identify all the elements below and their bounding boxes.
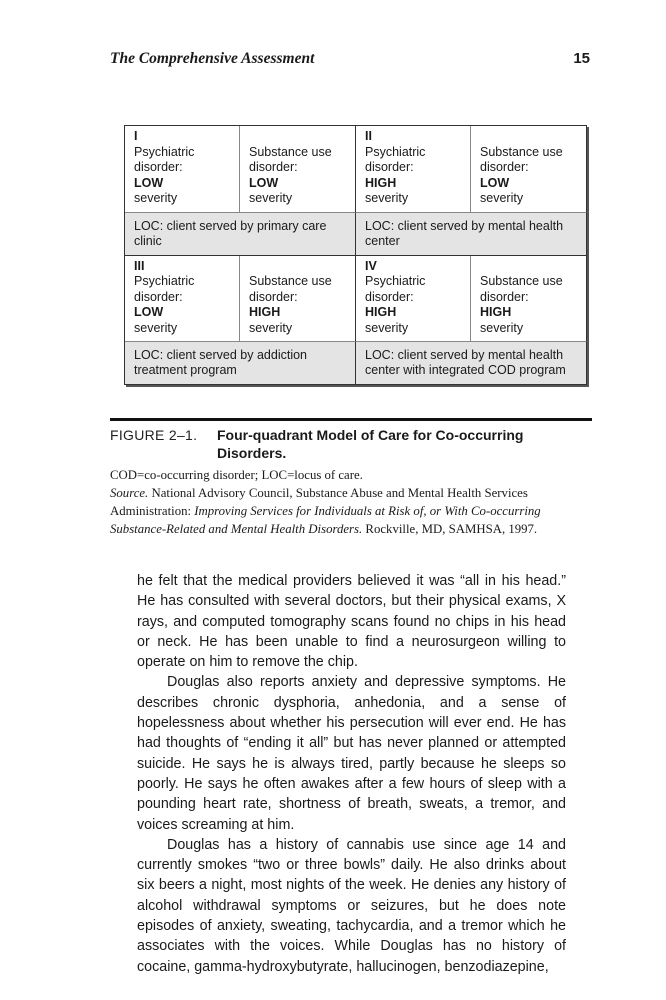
- severity-level: LOW: [134, 305, 164, 319]
- quadrant-1-substance-cell: [240, 126, 355, 212]
- loc-row-top: [125, 212, 587, 256]
- quadrant-row-bottom: [125, 256, 587, 342]
- cell-line: disorder:: [480, 289, 529, 304]
- severity-level: LOW: [249, 175, 279, 190]
- severity-level: LOW: [134, 175, 164, 190]
- cell-line: Substance use: [480, 274, 563, 288]
- source-label: Source.: [110, 486, 149, 500]
- severity-level: LOW: [480, 175, 510, 190]
- cell-line: severity: [134, 191, 178, 205]
- body-paragraph: he felt that the medical providers believed it was “all in his head.” He has consulted with several doctors, but their physical exams, X rays, and computed tomography scans found no chips in his head or neck. He has been unable to find a neurosurgeon willing to operate on him to remove the chip.: [137, 573, 566, 671]
- cell-line: Substance use: [249, 274, 332, 288]
- quadrant-3-psychiatric-cell: [125, 256, 240, 342]
- page-number: 15: [573, 50, 590, 67]
- quadrant-numeral: III: [134, 258, 145, 273]
- cell-line: disorder:: [134, 289, 183, 304]
- quadrant-4: [356, 256, 587, 342]
- quadrant-4-locus-of-care: LOC: client served by mental health center with integrated COD program: [356, 341, 587, 385]
- cell-line: disorder:: [249, 289, 298, 304]
- quadrant-figure: [124, 125, 587, 385]
- cell-line: severity: [249, 320, 293, 335]
- cell-line: Psychiatric: [365, 274, 426, 288]
- running-head: The Comprehensive Assessment: [110, 50, 315, 67]
- source-title: Improving Services for Individuals at Risk of, or With Co-occurring Substance-Related and Mental Health Disorders.: [110, 504, 541, 536]
- quadrant-4-substance-cell: [471, 256, 586, 342]
- cell-line: disorder:: [249, 160, 298, 174]
- caption-rule: [110, 418, 592, 421]
- quadrant-numeral: I: [134, 129, 138, 143]
- quadrant-4-psychiatric-cell: [356, 256, 471, 342]
- quadrant-3: [125, 256, 356, 342]
- quadrant-2: [356, 126, 587, 212]
- cell-line: disorder:: [365, 160, 414, 174]
- figure-label: FIGURE 2–1.: [110, 427, 198, 443]
- quadrant-3-locus-of-care: LOC: client served by addiction treatment program: [125, 341, 356, 385]
- quadrant-1-locus-of-care: LOC: client served by primary care clinic: [125, 212, 356, 256]
- cell-line: severity: [480, 191, 524, 205]
- source-tail: Rockville, MD, SAMHSA, 1997.: [362, 522, 538, 536]
- figure-abbreviations: COD=co-occurring disorder; LOC=locus of care.: [110, 468, 363, 482]
- severity-level: HIGH: [249, 305, 281, 319]
- cell-line: severity: [480, 320, 524, 335]
- figure-source: [110, 484, 596, 538]
- quadrant-2-psychiatric-cell: [356, 126, 471, 212]
- cell-line: severity: [249, 191, 293, 205]
- cell-line: Substance use: [480, 144, 563, 159]
- severity-level: HIGH: [365, 305, 397, 319]
- cell-line: Psychiatric: [134, 144, 195, 159]
- source-text: National Advisory Council, Substance Abuse and Mental Health Services Administration:: [110, 486, 528, 518]
- quadrant-3-substance-cell: [240, 256, 355, 342]
- figure-title: Four-quadrant Model of Care for Co-occurring Disorders.: [217, 427, 524, 461]
- cell-line: severity: [134, 320, 178, 335]
- quadrant-row-top: [125, 126, 587, 212]
- cell-line: disorder:: [480, 160, 529, 174]
- cell-line: disorder:: [134, 160, 183, 174]
- body-paragraph: Douglas has a history of cannabis use since age 14 and currently smokes “two or three bowls” daily. He also drinks about six beers a night, most nights of the week. He denies any history of alcohol withdrawal symptoms or seizures, but he does note episodes of anxiety, sweating, tachycardia, and a tremor which he associates with the voices. While Douglas has no history of cocaine, gamma-hydroxybutyrate, hallucinogen, benzodiazepine,: [137, 836, 566, 975]
- cell-line: severity: [365, 191, 409, 205]
- loc-row-bottom: [125, 341, 587, 385]
- quadrant-1-psychiatric-cell: [125, 126, 240, 212]
- quadrant-2-substance-cell: [471, 126, 586, 212]
- figure-caption: [110, 426, 592, 462]
- quadrant-2-locus-of-care: LOC: client served by mental health center: [356, 212, 587, 256]
- quadrant-numeral: II: [365, 129, 372, 143]
- quadrant-1: [125, 126, 356, 212]
- severity-level: HIGH: [365, 175, 397, 190]
- cell-line: Substance use: [249, 144, 332, 159]
- body-paragraph: Douglas also reports anxiety and depressive symptoms. He describes chronic dysphoria, anhedonia, and a sense of hopelessness about whether his persecution will ever end. He has had thoughts of “ending it all” but has never planned or attempted suicide. He says he is always tired, partly because he sleeps so poorly. He says he often awakes after a few hours of sleep with a pounding heart rate, shortness of breath, sweats, a tremor, and voices screaming at him.: [137, 674, 566, 833]
- cell-line: disorder:: [365, 289, 414, 304]
- quadrant-numeral: IV: [365, 258, 377, 273]
- cell-line: Psychiatric: [365, 144, 426, 159]
- cell-line: severity: [365, 320, 409, 335]
- cell-line: Psychiatric: [134, 274, 195, 288]
- severity-level: HIGH: [480, 305, 512, 319]
- body-text: [137, 571, 566, 977]
